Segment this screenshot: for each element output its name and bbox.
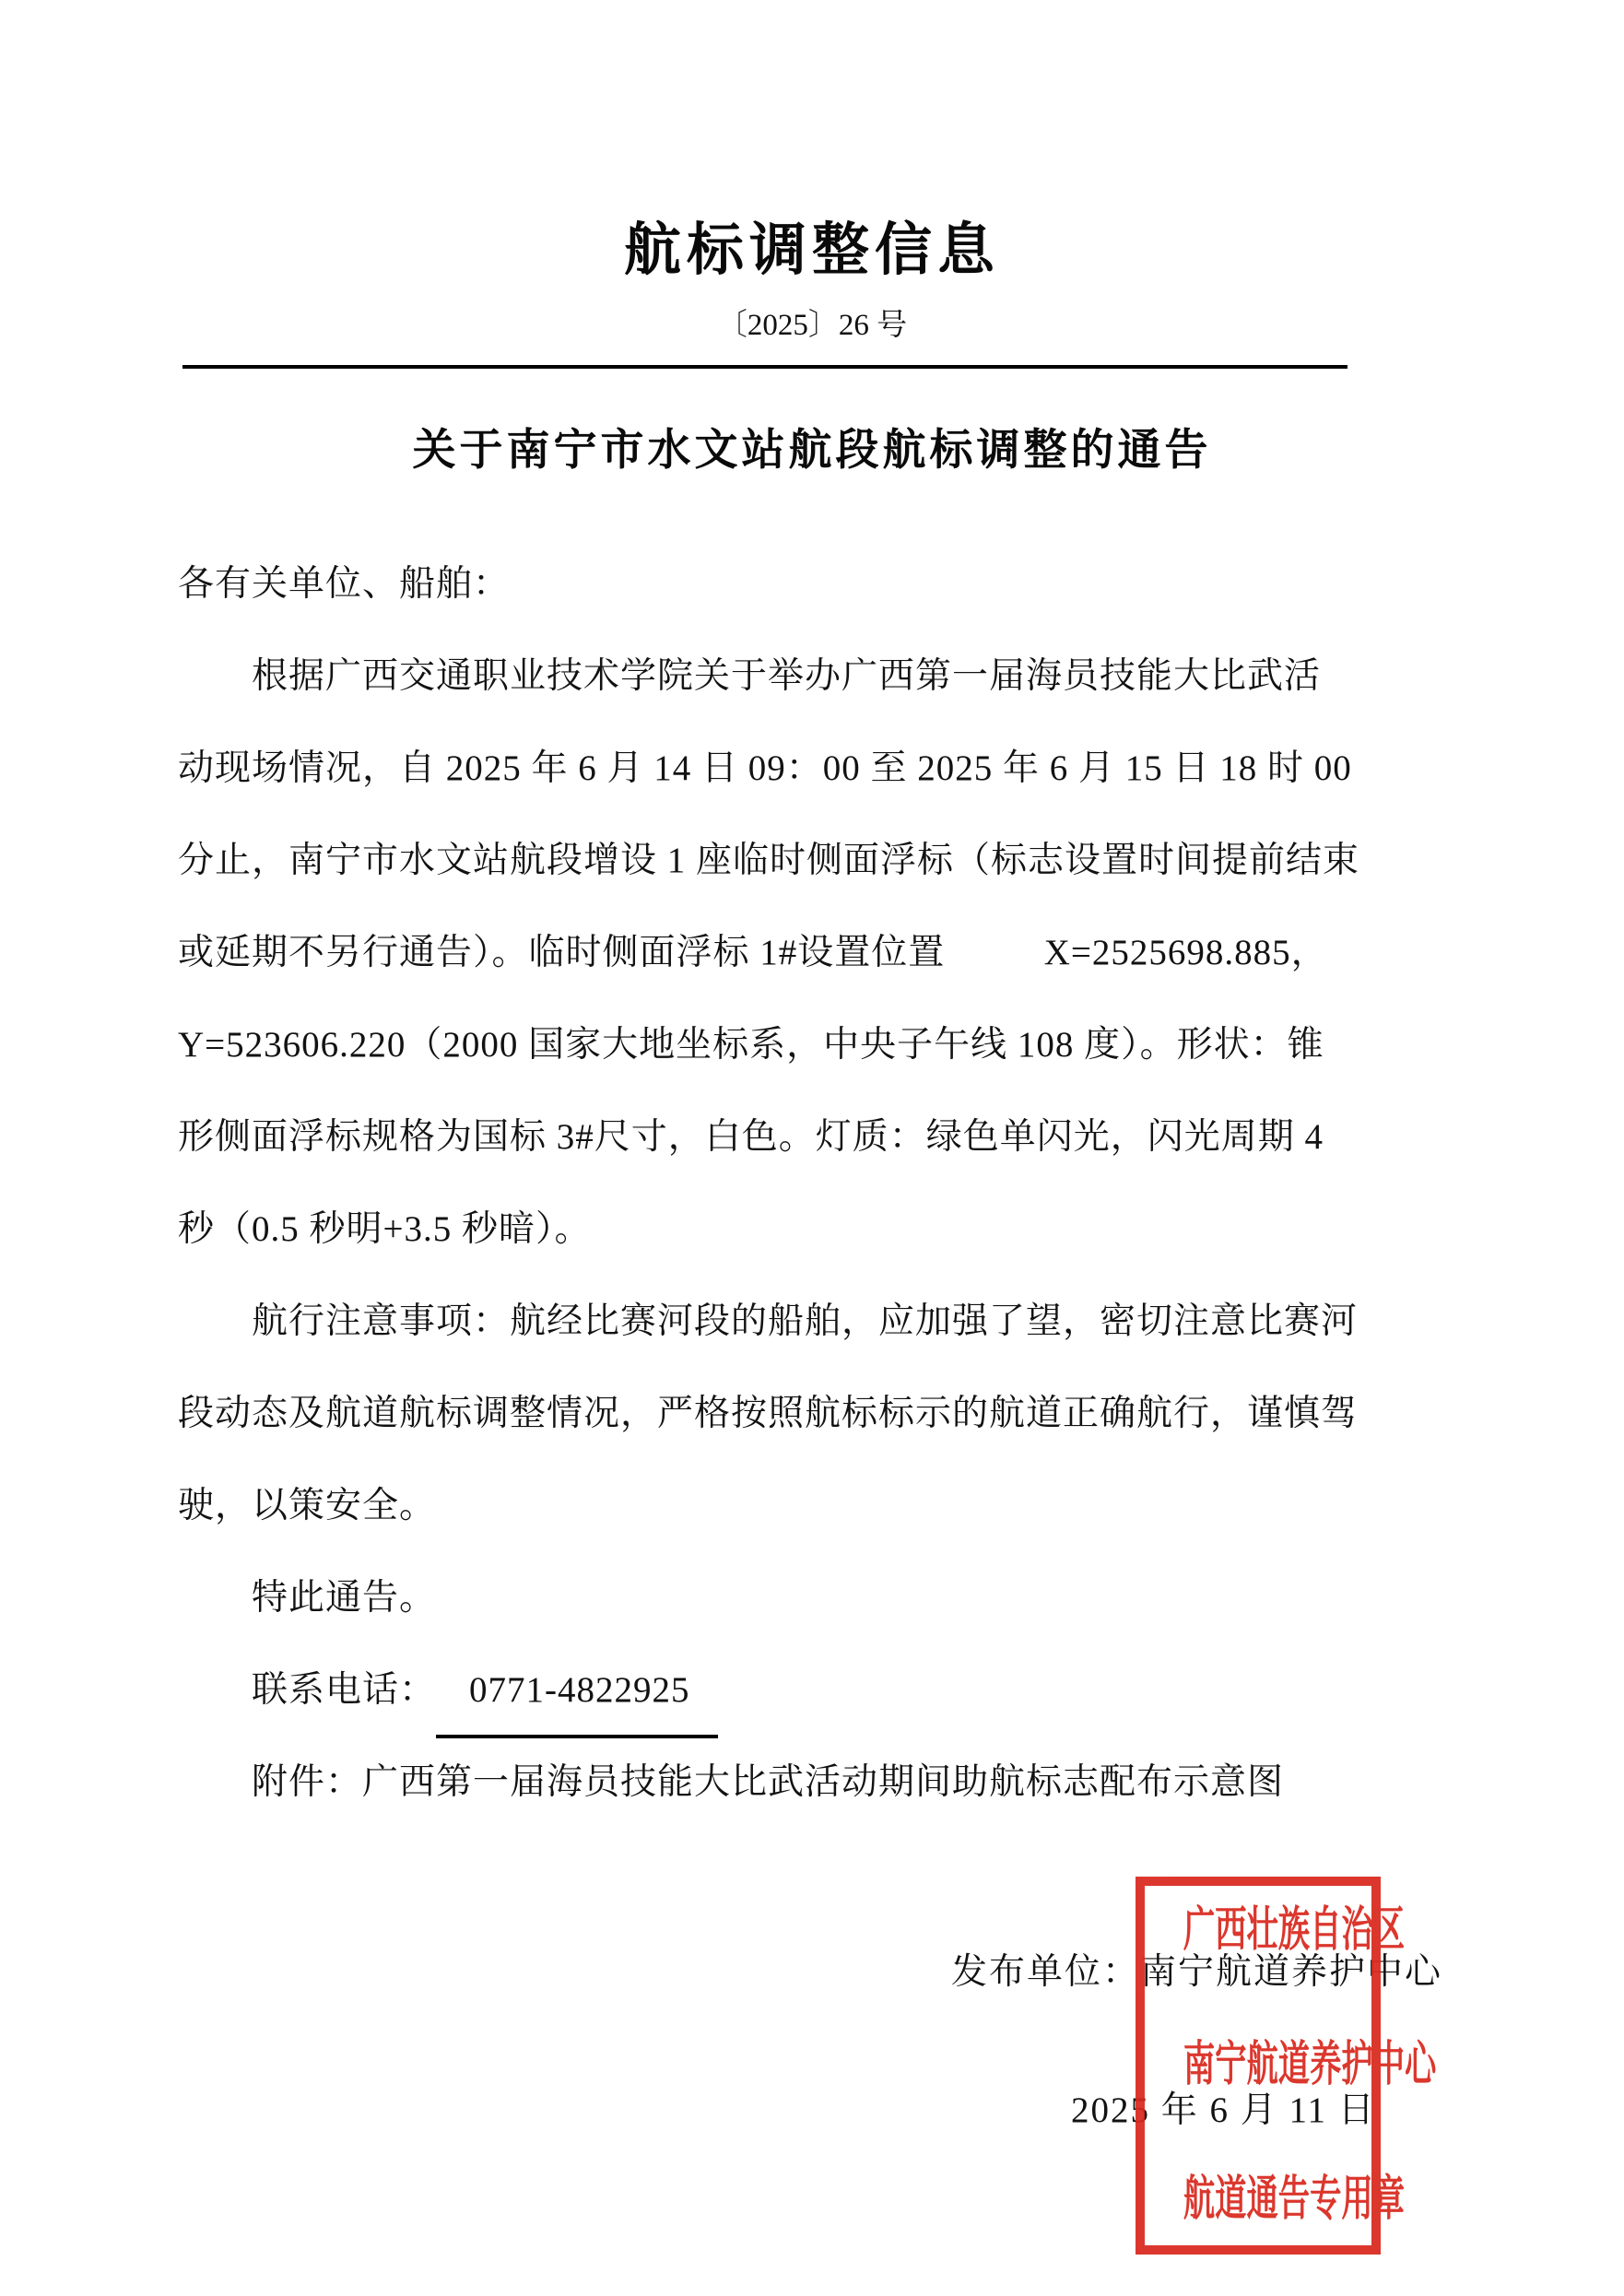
document-number: 〔2025〕26 号 [716, 309, 908, 342]
body-line: 形侧面浮标规格为国标 3#尺寸，白色。灯质：绿色单闪光，闪光周期 4 [178, 1117, 1324, 1157]
issue-date: 2025 年 6 月 11 日 [1071, 2090, 1376, 2130]
attachment-line: 附件：广西第一届海员技能大比武活动期间助航标志配布示意图 [178, 1762, 1285, 1802]
body-line: 根据广西交通职业技术学院关于举办广西第一届海员技能大比武活 [178, 656, 1322, 696]
body-line: 动现场情况，自 2025 年 6 月 14 日 09：00 至 2025 年 6 月 15 日 18 时 00 [178, 748, 1352, 788]
body-line: Y=523606.220（2000 国家大地坐标系，中央子午线 108 度）。形状：锥 [178, 1025, 1324, 1065]
header-divider-line [182, 365, 1347, 369]
contact-line [178, 1644, 1449, 1737]
contact-phone: 0771-4822925 [436, 1648, 718, 1738]
body-line: 航行注意事项：航经比赛河段的船舶，应加强了望，密切注意比赛河 [178, 1301, 1359, 1341]
body-line: 分止，南宁市水文站航段增设 1 座临时侧面浮标（标志设置时间提前结束 [178, 841, 1360, 880]
seal-line-center-name: 南宁航道养护中心 [1183, 2036, 1437, 2092]
contact-label: 联系电话： [178, 1670, 437, 1710]
document-title: 航标调整信息 [623, 216, 1000, 283]
body-line: 秒（0.5 秒明+3.5 秒暗）。 [178, 1209, 592, 1249]
seal-line-region: 广西壮族自治区 [1183, 1902, 1406, 1958]
salutation-line: 各有关单位、船舶： [178, 564, 511, 604]
notice-body [178, 538, 1449, 1829]
issuer-line: 发布单位：南宁航道养护中心 [951, 1952, 1443, 1992]
seal-line-purpose: 航道通告专用章 [1183, 2171, 1406, 2227]
body-line: 特此通告。 [178, 1578, 437, 1618]
body-line: 驶，以策安全。 [178, 1486, 437, 1525]
body-line: 或延期不另行通告）。临时侧面浮标 1#设置位置 X=2525698.885， [178, 933, 1328, 972]
notice-title: 关于南宁市水文站航段航标调整的通告 [412, 427, 1212, 475]
body-line: 段动态及航道航标调整情况，严格按照航标标示的航道正确航行，谨慎驾 [178, 1394, 1359, 1433]
